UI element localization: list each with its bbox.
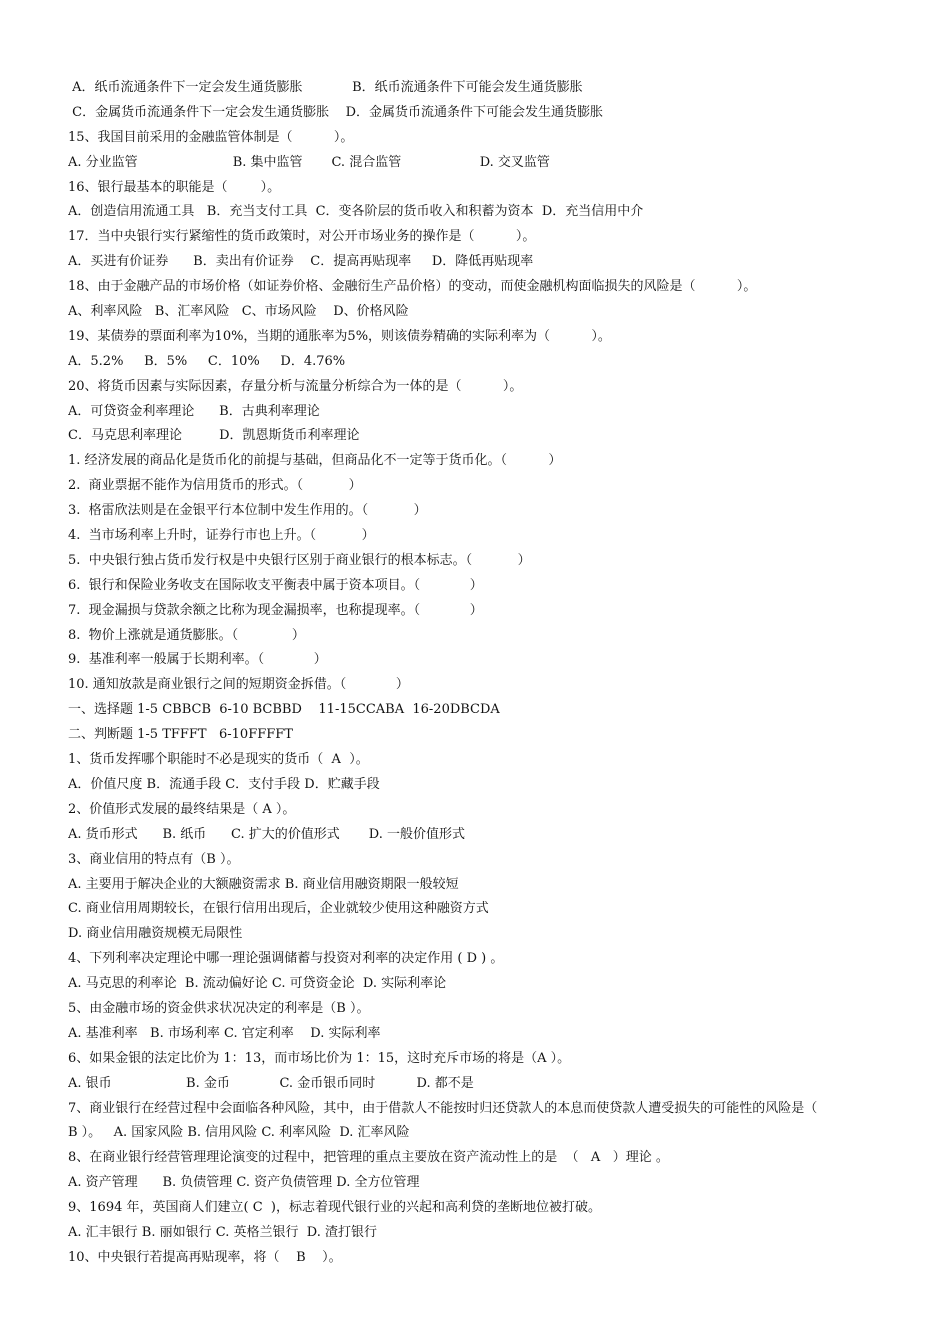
text-line: A. 主要用于解决企业的大额融资需求 B. 商业信用融资期限一般较短 xyxy=(68,876,459,892)
text-line: A. 分业监管 B. 集中监管 C. 混合监管 D. 交叉监管 xyxy=(68,154,550,170)
text-line: 7、商业银行在经营过程中会面临各种风险，其中，由于借款人不能按时归还贷款人的本息而使贷款人遭受损失的可能性的风险是（ xyxy=(68,1100,818,1116)
text-line: A. 基准利率 B. 市场利率 C. 官定利率 D. 实际利率 xyxy=(68,1025,381,1041)
text-line: 2. 商业票据不能作为信用货币的形式。（ ） xyxy=(68,478,362,494)
text-line: A．买进有价证券 B．卖出有价证券 C．提高再贴现率 D．降低再贴现率 xyxy=(68,254,534,270)
text-line: 6. 银行和保险业务收支在国际收支平衡表中属于资本项目。（ ） xyxy=(68,577,483,593)
text-line: 2、价值形式发展的最终结果是（ A ）。 xyxy=(68,801,296,817)
text-line: 4、下列利率决定理论中哪一理论强调储蓄与投资对利率的决定作用 ( D ) 。 xyxy=(68,951,504,967)
text-line: 7. 现金漏损与贷款余额之比称为现金漏损率，也称提现率。（ ） xyxy=(68,602,483,618)
text-line: C．马克思利率理论 D．凯恩斯货币利率理论 xyxy=(68,428,360,444)
text-line: A．可贷资金利率理论 B．古典利率理论 xyxy=(68,403,320,419)
text-line: 一、选择题 1-5 CBBCB 6-10 BCBBD 11-15CCABA 16-20DBCDA xyxy=(68,702,500,718)
text-line: 8、在商业银行经营管理理论演变的过程中，把管理的重点主要放在资产流动性上的是 （ A ）理论 。 xyxy=(68,1150,669,1166)
text-line: 10、中央银行若提高再贴现率，将（ B ）。 xyxy=(68,1249,342,1265)
text-line: 5. 中央银行独占货币发行权是中央银行区别于商业银行的根本标志。（ ） xyxy=(68,552,531,568)
text-line: C．金属货币流通条件下一定会发生通货膨胀 D．金属货币流通条件下可能会发生通货膨胀 xyxy=(68,104,604,120)
text-line: 17．当中央银行实行紧缩性的货币政策时，对公开市场业务的操作是（ ）。 xyxy=(68,229,536,245)
text-line: A. 货币形式 B. 纸币 C. 扩大的价值形式 D. 一般价值形式 xyxy=(68,826,465,842)
text-line: A、利率风险 B、汇率风险 C、市场风险 D、价格风险 xyxy=(68,304,409,320)
text-line: A．创造信用流通工具 B．充当支付工具 C．变各阶层的货币收入和积蓄为资本 D．充当信用中介 xyxy=(68,204,644,220)
text-line: A. 银币 B. 金币 C. 金币银币同时 D. 都不是 xyxy=(68,1075,474,1091)
text-line: A．价值尺度 B．流通手段 C．支付手段 D．贮藏手段 xyxy=(68,776,380,792)
text-line: 15、我国目前采用的金融监管体制是（ ）。 xyxy=(68,129,354,145)
text-line: A．5.2% B．5% C．10% D．4.76% xyxy=(68,353,346,369)
text-line: A. 汇丰银行 B. 丽如银行 C. 英格兰银行 D. 渣打银行 xyxy=(68,1224,377,1240)
text-line: 19、某债券的票面利率为10%，当期的通胀率为5%，则该债券精确的实际利率为（ ）。 xyxy=(68,328,611,344)
text-line: B ）。 A. 国家风险 B. 信用风险 C. 利率风险 D. 汇率风险 xyxy=(68,1125,410,1141)
text-line: 9、1694 年，英国商人们建立( C )，标志着现代银行业的兴起和高利贷的垄断地位被打破。 xyxy=(68,1200,601,1216)
text-line: 3. 格雷欣法则是在金银平行本位制中发生作用的。（ ） xyxy=(68,503,427,519)
text-line: 20、将货币因素与实际因素，存量分析与流量分析综合为一体的是（ ）。 xyxy=(68,378,523,394)
document-page xyxy=(68,76,888,1271)
text-line: 5、由金融市场的资金供求状况决定的利率是（B ）。 xyxy=(68,1000,370,1016)
text-line: 二、判断题 1-5 TFFFT 6-10FFFFT xyxy=(68,727,293,743)
text-line: 4. 当市场利率上升时，证券行市也上升。（ ） xyxy=(68,528,375,544)
text-line: A. 马克思的利率论 B. 流动偏好论 C. 可贷资金论 D. 实际利率论 xyxy=(68,976,447,992)
text-line: 1、货币发挥哪个职能时不必是现实的货币（ A ）。 xyxy=(68,752,369,768)
text-line: 18、由于金融产品的市场价格（如证券价格、金融衍生产品价格）的变动，而使金融机构面临损失的风险是（ ）。 xyxy=(68,279,757,295)
text-line: 6、如果金银的法定比价为 1：13，而市场比价为 1：15，这时充斥市场的将是（A ）。 xyxy=(68,1050,571,1066)
text-line: A. 资产管理 B. 负债管理 C. 资产负债管理 D. 全方位管理 xyxy=(68,1175,420,1191)
text-line: 16、银行最基本的职能是（ ）。 xyxy=(68,179,281,195)
text-line: 1. 经济发展的商品化是货币化的前提与基础，但商品化不一定等于货币化。（ ） xyxy=(68,453,562,469)
text-line: 9. 基准利率一般属于长期利率。（ ） xyxy=(68,652,327,668)
text-line: 10. 通知放款是商业银行之间的短期资金拆借。（ ） xyxy=(68,677,409,693)
text-line: A．纸币流通条件下一定会发生通货膨胀 B．纸币流通条件下可能会发生通货膨胀 xyxy=(68,80,583,95)
text-line: 3、商业信用的特点有（B ）。 xyxy=(68,851,240,867)
text-line: 8. 物价上涨就是通货膨胀。（ ） xyxy=(68,627,305,643)
text-line: C. 商业信用周期较长，在银行信用出现后，企业就较少使用这种融资方式 xyxy=(68,901,489,917)
text-line: D. 商业信用融资规模无局限性 xyxy=(68,926,243,942)
